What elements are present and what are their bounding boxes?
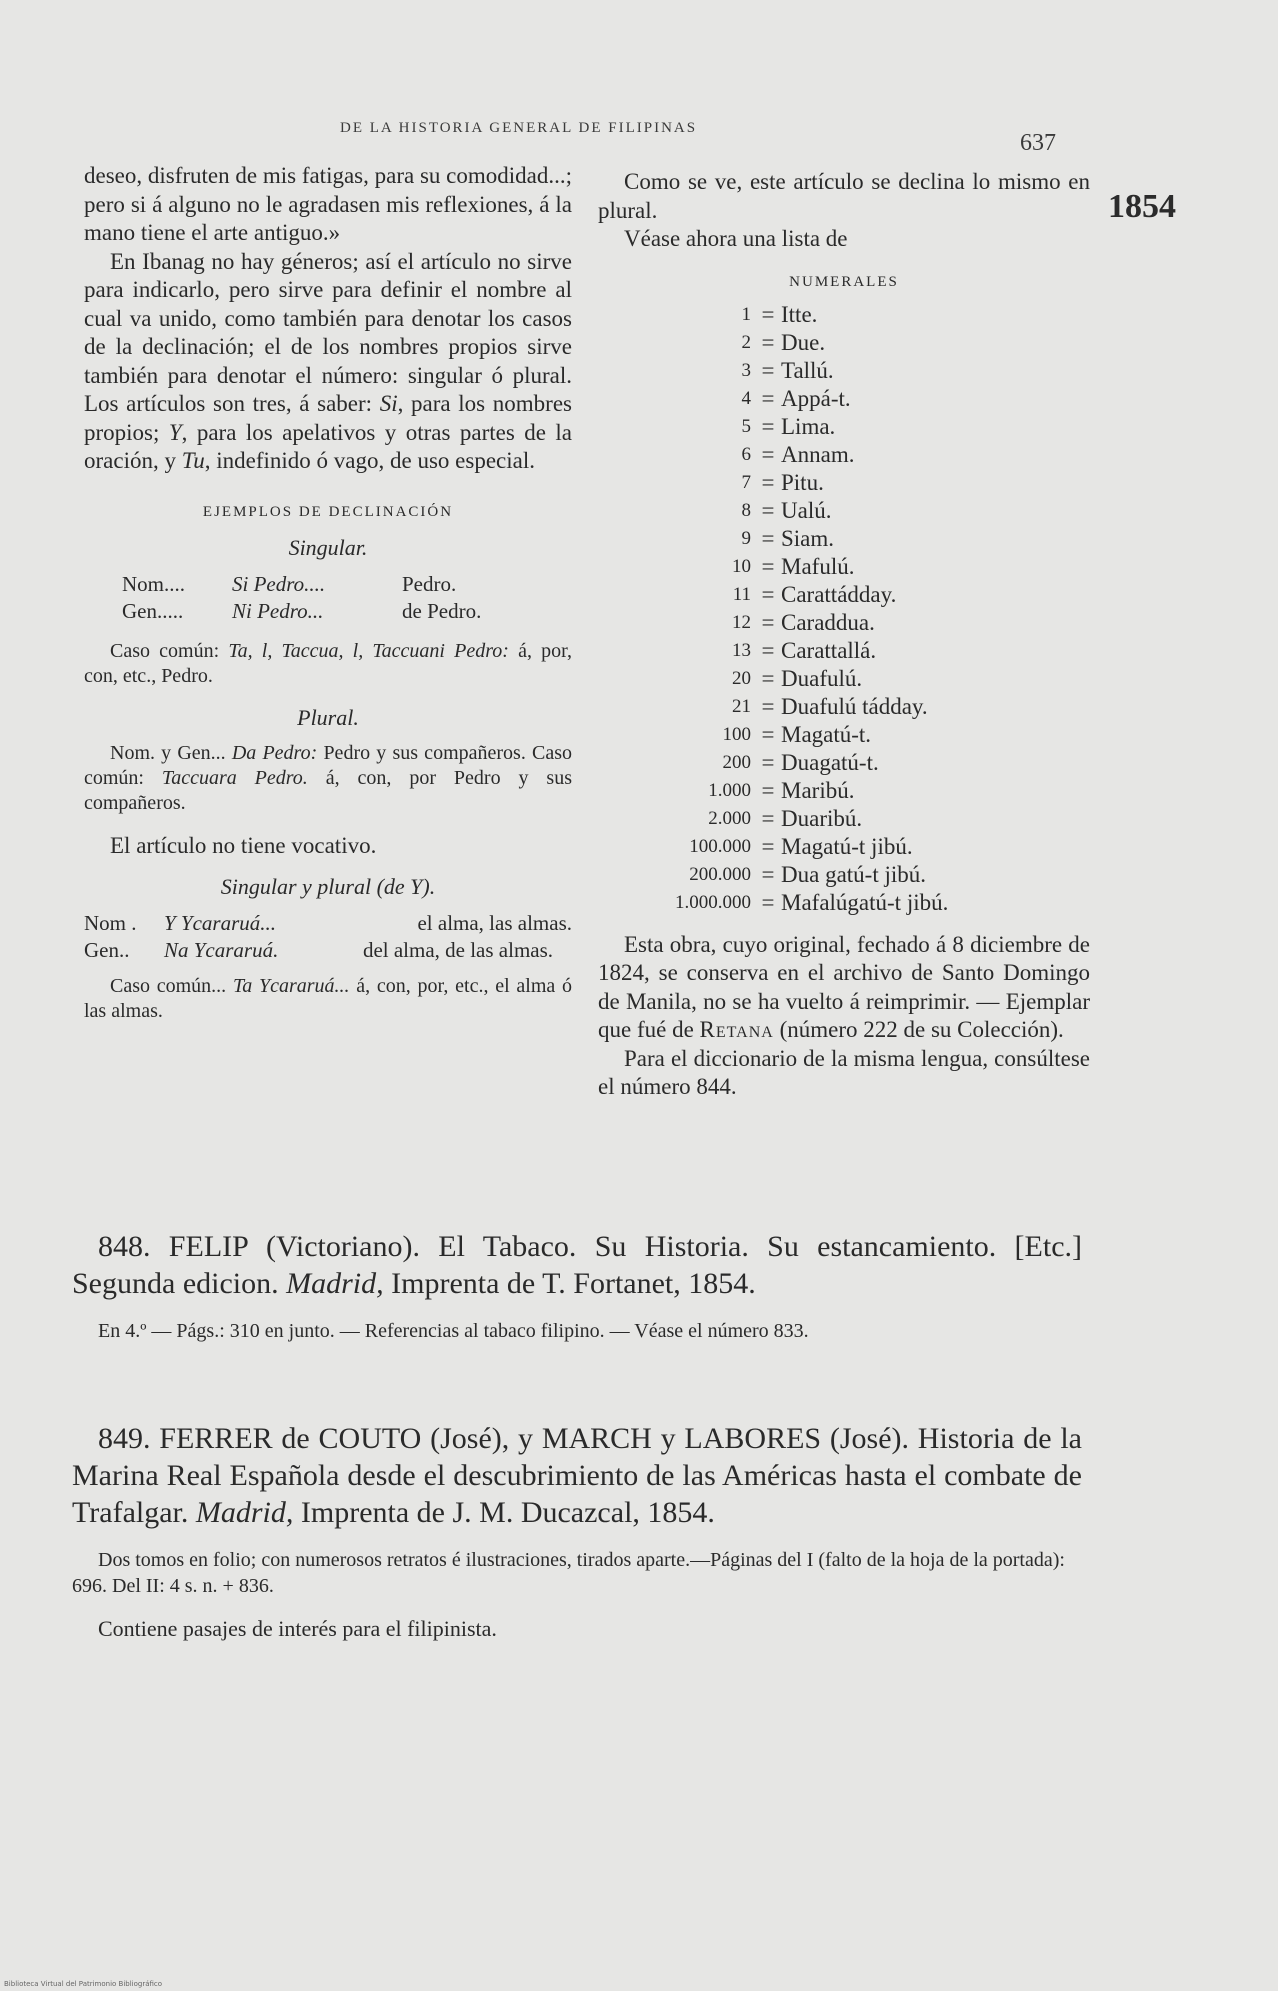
text-segment: 848. FELIP (Victoriano). El Tabaco. Su Historia. Su estancamiento. [Etc.] Segunda edicion. bbox=[72, 1230, 1082, 1300]
text-segment: Nom. y Gen... bbox=[110, 741, 232, 764]
equals-sign: = bbox=[761, 805, 775, 831]
running-title: DE LA HISTORIA GENERAL DE FILIPINAS bbox=[340, 120, 698, 136]
numeral-word: Ualú. bbox=[781, 497, 832, 523]
singular-plural-table bbox=[84, 910, 572, 964]
text-italic: Si bbox=[379, 391, 398, 416]
numeral-row bbox=[598, 665, 1090, 693]
numeral-number: 3 bbox=[741, 359, 751, 381]
equals-sign: = bbox=[761, 441, 775, 467]
text-segment: á, con, por, etc., el alma ó las almas. bbox=[84, 975, 572, 1022]
case-label: Nom.... bbox=[122, 571, 185, 596]
plural-paragraph bbox=[84, 741, 572, 816]
numeral-row bbox=[598, 329, 1090, 357]
numeral-word: Due. bbox=[781, 329, 826, 355]
text-smallcaps: Retana bbox=[699, 1017, 774, 1042]
equals-sign: = bbox=[761, 497, 775, 523]
equals-sign: = bbox=[761, 749, 775, 775]
text-segment: , indefinido ó vago, de uso especial. bbox=[204, 448, 535, 473]
caso-comun-1 bbox=[84, 639, 572, 689]
page-number: 637 bbox=[1020, 130, 1056, 156]
numeral-word: Duaribú. bbox=[781, 805, 863, 831]
text-segment: Esta obra, cuyo original, fechado á 8 diciembre de 1824, se conserva en el archivo de Santo Domingo de Manila, no se ha vuelto á reimprimir. — Ejemplar que fué de bbox=[598, 931, 1090, 1042]
text-italic: Tu bbox=[181, 448, 205, 473]
text-italic: Ta Ycararuá... bbox=[232, 975, 350, 997]
numeral-number: 7 bbox=[741, 471, 751, 493]
numeral-word: Duafulú tádday. bbox=[781, 693, 928, 719]
numeral-word: Duagatú-t. bbox=[781, 749, 879, 775]
numeral-word: Itte. bbox=[781, 301, 818, 327]
right-paragraph-3 bbox=[598, 931, 1090, 1045]
case-meaning: el alma, las almas. bbox=[417, 911, 572, 935]
numerals-list bbox=[598, 301, 1090, 917]
numeral-word: Lima. bbox=[781, 413, 836, 439]
numeral-number: 13 bbox=[732, 639, 751, 661]
equals-sign: = bbox=[761, 665, 775, 691]
numeral-number: 2.000 bbox=[708, 807, 751, 829]
numeral-row bbox=[598, 889, 1090, 917]
equals-sign: = bbox=[761, 637, 775, 663]
numeral-row bbox=[598, 581, 1090, 609]
text-italic: Y bbox=[168, 419, 182, 445]
numeral-word: Magatú-t. bbox=[781, 721, 872, 747]
margin-year: 1854 bbox=[1108, 188, 1176, 225]
singular-plural-title: Singular y plural (de Y). bbox=[220, 874, 436, 899]
numeral-row bbox=[598, 609, 1090, 637]
numeral-word: Pitu. bbox=[781, 469, 824, 495]
numeral-row bbox=[598, 413, 1090, 441]
equals-sign: = bbox=[761, 721, 775, 747]
footer-text: Biblioteca Virtual del Patrimonio Bibliográfico bbox=[4, 1980, 163, 1988]
ejemplos-title: EJEMPLOS DE DECLINACIÓN bbox=[202, 503, 454, 520]
singular-table bbox=[84, 571, 572, 625]
equals-sign: = bbox=[761, 777, 775, 803]
entry-849 bbox=[72, 1420, 1082, 1643]
numeral-word: Tallú. bbox=[781, 357, 834, 383]
numeral-row bbox=[598, 637, 1090, 665]
numeral-number: 200 bbox=[722, 751, 751, 773]
text-italic: Taccuara Pedro. bbox=[161, 766, 308, 789]
equals-sign: = bbox=[761, 833, 775, 859]
numeral-number: 20 bbox=[732, 667, 751, 689]
numeral-word: Mafulú. bbox=[781, 553, 855, 579]
text-segment: á, por, con, etc., Pedro. bbox=[84, 639, 572, 687]
caso-comun-2 bbox=[84, 974, 572, 1024]
equals-sign: = bbox=[761, 329, 775, 355]
numeral-number: 1 bbox=[741, 303, 751, 325]
equals-sign: = bbox=[761, 693, 775, 719]
case-form: Ni Pedro... bbox=[232, 598, 324, 623]
numeral-row bbox=[598, 469, 1090, 497]
numeral-row bbox=[598, 385, 1090, 413]
numeral-word: Duafulú. bbox=[781, 665, 863, 691]
numeral-number: 100.000 bbox=[689, 835, 751, 857]
numeral-word: Magatú-t jibú. bbox=[781, 833, 913, 859]
numeral-row bbox=[598, 805, 1090, 833]
numeral-row bbox=[598, 749, 1090, 777]
equals-sign: = bbox=[761, 413, 775, 439]
singular-title: Singular. bbox=[288, 534, 368, 560]
no-vocativo: El artículo no tiene vocativo. bbox=[110, 832, 377, 858]
entry-848-main bbox=[72, 1228, 1082, 1302]
text-italic: Da Pedro: bbox=[231, 741, 318, 764]
numeral-number: 21 bbox=[732, 695, 751, 717]
entry-849-note2: Contiene pasajes de interés para el filipinista. bbox=[98, 1616, 497, 1641]
numeral-row bbox=[598, 777, 1090, 805]
case-meaning: del alma, de las almas. bbox=[362, 938, 554, 962]
numeral-word: Carattádday. bbox=[781, 581, 897, 607]
right-paragraph-2: Véase ahora una lista de bbox=[624, 226, 848, 251]
numeral-row bbox=[598, 553, 1090, 581]
numeral-word: Carattallá. bbox=[781, 637, 877, 663]
text-segment: Imprenta de T. Fortanet, 1854. bbox=[383, 1267, 756, 1300]
case-meaning: Pedro. bbox=[402, 571, 457, 596]
numeral-number: 100 bbox=[722, 723, 751, 745]
numeral-row bbox=[598, 357, 1090, 385]
entry-849-main bbox=[72, 1420, 1082, 1531]
equals-sign: = bbox=[761, 385, 775, 411]
numeral-number: 2 bbox=[741, 331, 751, 353]
left-paragraph-2 bbox=[84, 248, 572, 476]
numeral-number: 11 bbox=[732, 583, 751, 605]
text-italic: Ta, l, Taccua, l, Taccuani Pedro: bbox=[228, 639, 509, 662]
text-italic: Madrid, bbox=[195, 1496, 294, 1529]
case-form: Si Pedro.... bbox=[232, 571, 326, 596]
text-segment: Caso común: bbox=[110, 639, 229, 662]
numeral-row bbox=[598, 861, 1090, 889]
numeral-number: 6 bbox=[741, 443, 751, 465]
numerales-title: NUMERALES bbox=[789, 273, 899, 290]
text-segment: Caso común... bbox=[110, 975, 233, 997]
left-column bbox=[84, 162, 572, 1024]
numeral-word: Siam. bbox=[781, 525, 835, 551]
equals-sign: = bbox=[761, 553, 775, 579]
numeral-word: Mafalúgatú-t jibú. bbox=[781, 889, 949, 915]
text-segment: á, con, por Pedro y sus compañeros. bbox=[84, 766, 572, 814]
left-paragraph-1: deseo, disfruten de mis fatigas, para su comodidad...; pero si á alguno no le agradasen mis reflexiones, á la mano tiene el arte antiguo.» bbox=[84, 163, 572, 245]
numeral-number: 12 bbox=[732, 611, 751, 633]
numeral-row bbox=[598, 833, 1090, 861]
numeral-number: 1.000.000 bbox=[675, 891, 751, 913]
equals-sign: = bbox=[761, 861, 775, 887]
case-label: Gen.. bbox=[84, 938, 130, 962]
numeral-number: 10 bbox=[732, 555, 751, 577]
text-segment: En Ibanag no hay géneros; así el artículo no sirve para indicarlo, pero sirve para definir el nombre al cual va unido, como también para denotar los casos de la declinación; el de los nombres propios sirve también para denotar el número: singular ó plural. Los artículos son tres, á saber: bbox=[84, 248, 572, 416]
numeral-word: Annam. bbox=[781, 441, 855, 467]
case-form: Na Ycararuá. bbox=[164, 938, 279, 962]
table-row bbox=[84, 937, 572, 964]
equals-sign: = bbox=[761, 889, 775, 915]
numeral-number: 4 bbox=[741, 387, 751, 409]
text-segment: , para los apelativos y otras partes de la oración, y bbox=[84, 419, 573, 473]
table-row bbox=[84, 598, 572, 625]
case-meaning: de Pedro. bbox=[402, 598, 482, 623]
equals-sign: = bbox=[761, 469, 775, 495]
text-segment: Imprenta de J. M. Ducazcal, 1854. bbox=[293, 1496, 715, 1529]
numeral-row bbox=[598, 525, 1090, 553]
equals-sign: = bbox=[761, 301, 775, 327]
numeral-row bbox=[598, 721, 1090, 749]
right-paragraph-1: Como se ve, este artículo se declina lo mismo en plural. bbox=[598, 169, 1090, 223]
text-segment: , para los nombres propios; bbox=[84, 391, 572, 445]
table-row bbox=[84, 910, 572, 937]
case-label: Nom . bbox=[84, 911, 137, 935]
numeral-word: Dua gatú-t jibú. bbox=[781, 861, 926, 887]
numeral-row bbox=[598, 693, 1090, 721]
numeral-number: 5 bbox=[741, 415, 751, 437]
right-paragraph-4: Para el diccionario de la misma lengua, consúltese el número 844. bbox=[598, 1045, 1090, 1099]
right-column bbox=[598, 168, 1090, 1102]
equals-sign: = bbox=[761, 357, 775, 383]
numeral-word: Maribú. bbox=[781, 777, 855, 803]
entry-848-note: En 4.º — Págs.: 310 en junto. — Referencias al tabaco filipino. — Véase el número 833. bbox=[98, 1320, 809, 1342]
equals-sign: = bbox=[761, 525, 775, 551]
text-segment: Pedro y sus compañeros. Caso común: bbox=[84, 741, 572, 789]
case-label: Gen..... bbox=[122, 598, 184, 623]
numeral-word: Caraddua. bbox=[781, 609, 875, 635]
numeral-row bbox=[598, 441, 1090, 469]
plural-title: Plural. bbox=[297, 704, 359, 730]
text-segment: 849. FERRER de COUTO (José), y MARCH y LABORES (José). Historia de la Marina Real Española desde el descubrimiento de las Américas hasta el combate de Trafalgar. bbox=[72, 1422, 1082, 1529]
equals-sign: = bbox=[761, 581, 775, 607]
entry-848 bbox=[72, 1228, 1082, 1344]
case-form: Y Ycararuá... bbox=[164, 911, 277, 935]
numeral-number: 9 bbox=[741, 527, 751, 549]
entry-849-note: Dos tomos en folio; con numerosos retratos é ilustraciones, tirados aparte.—Páginas del I (falto de la hoja de la portada): 696. Del II: 4 s. n. + 836. bbox=[72, 1549, 1065, 1597]
numeral-row bbox=[598, 497, 1090, 525]
numeral-number: 8 bbox=[741, 499, 751, 521]
numeral-number: 1.000 bbox=[708, 779, 751, 801]
numeral-row bbox=[598, 301, 1090, 329]
text-italic: Madrid, bbox=[286, 1267, 384, 1300]
numeral-number: 200.000 bbox=[689, 863, 751, 885]
numeral-word: Appá-t. bbox=[781, 385, 851, 411]
equals-sign: = bbox=[761, 609, 775, 635]
table-row bbox=[84, 571, 572, 598]
text-segment: (número 222 de su Colección). bbox=[773, 1017, 1064, 1042]
